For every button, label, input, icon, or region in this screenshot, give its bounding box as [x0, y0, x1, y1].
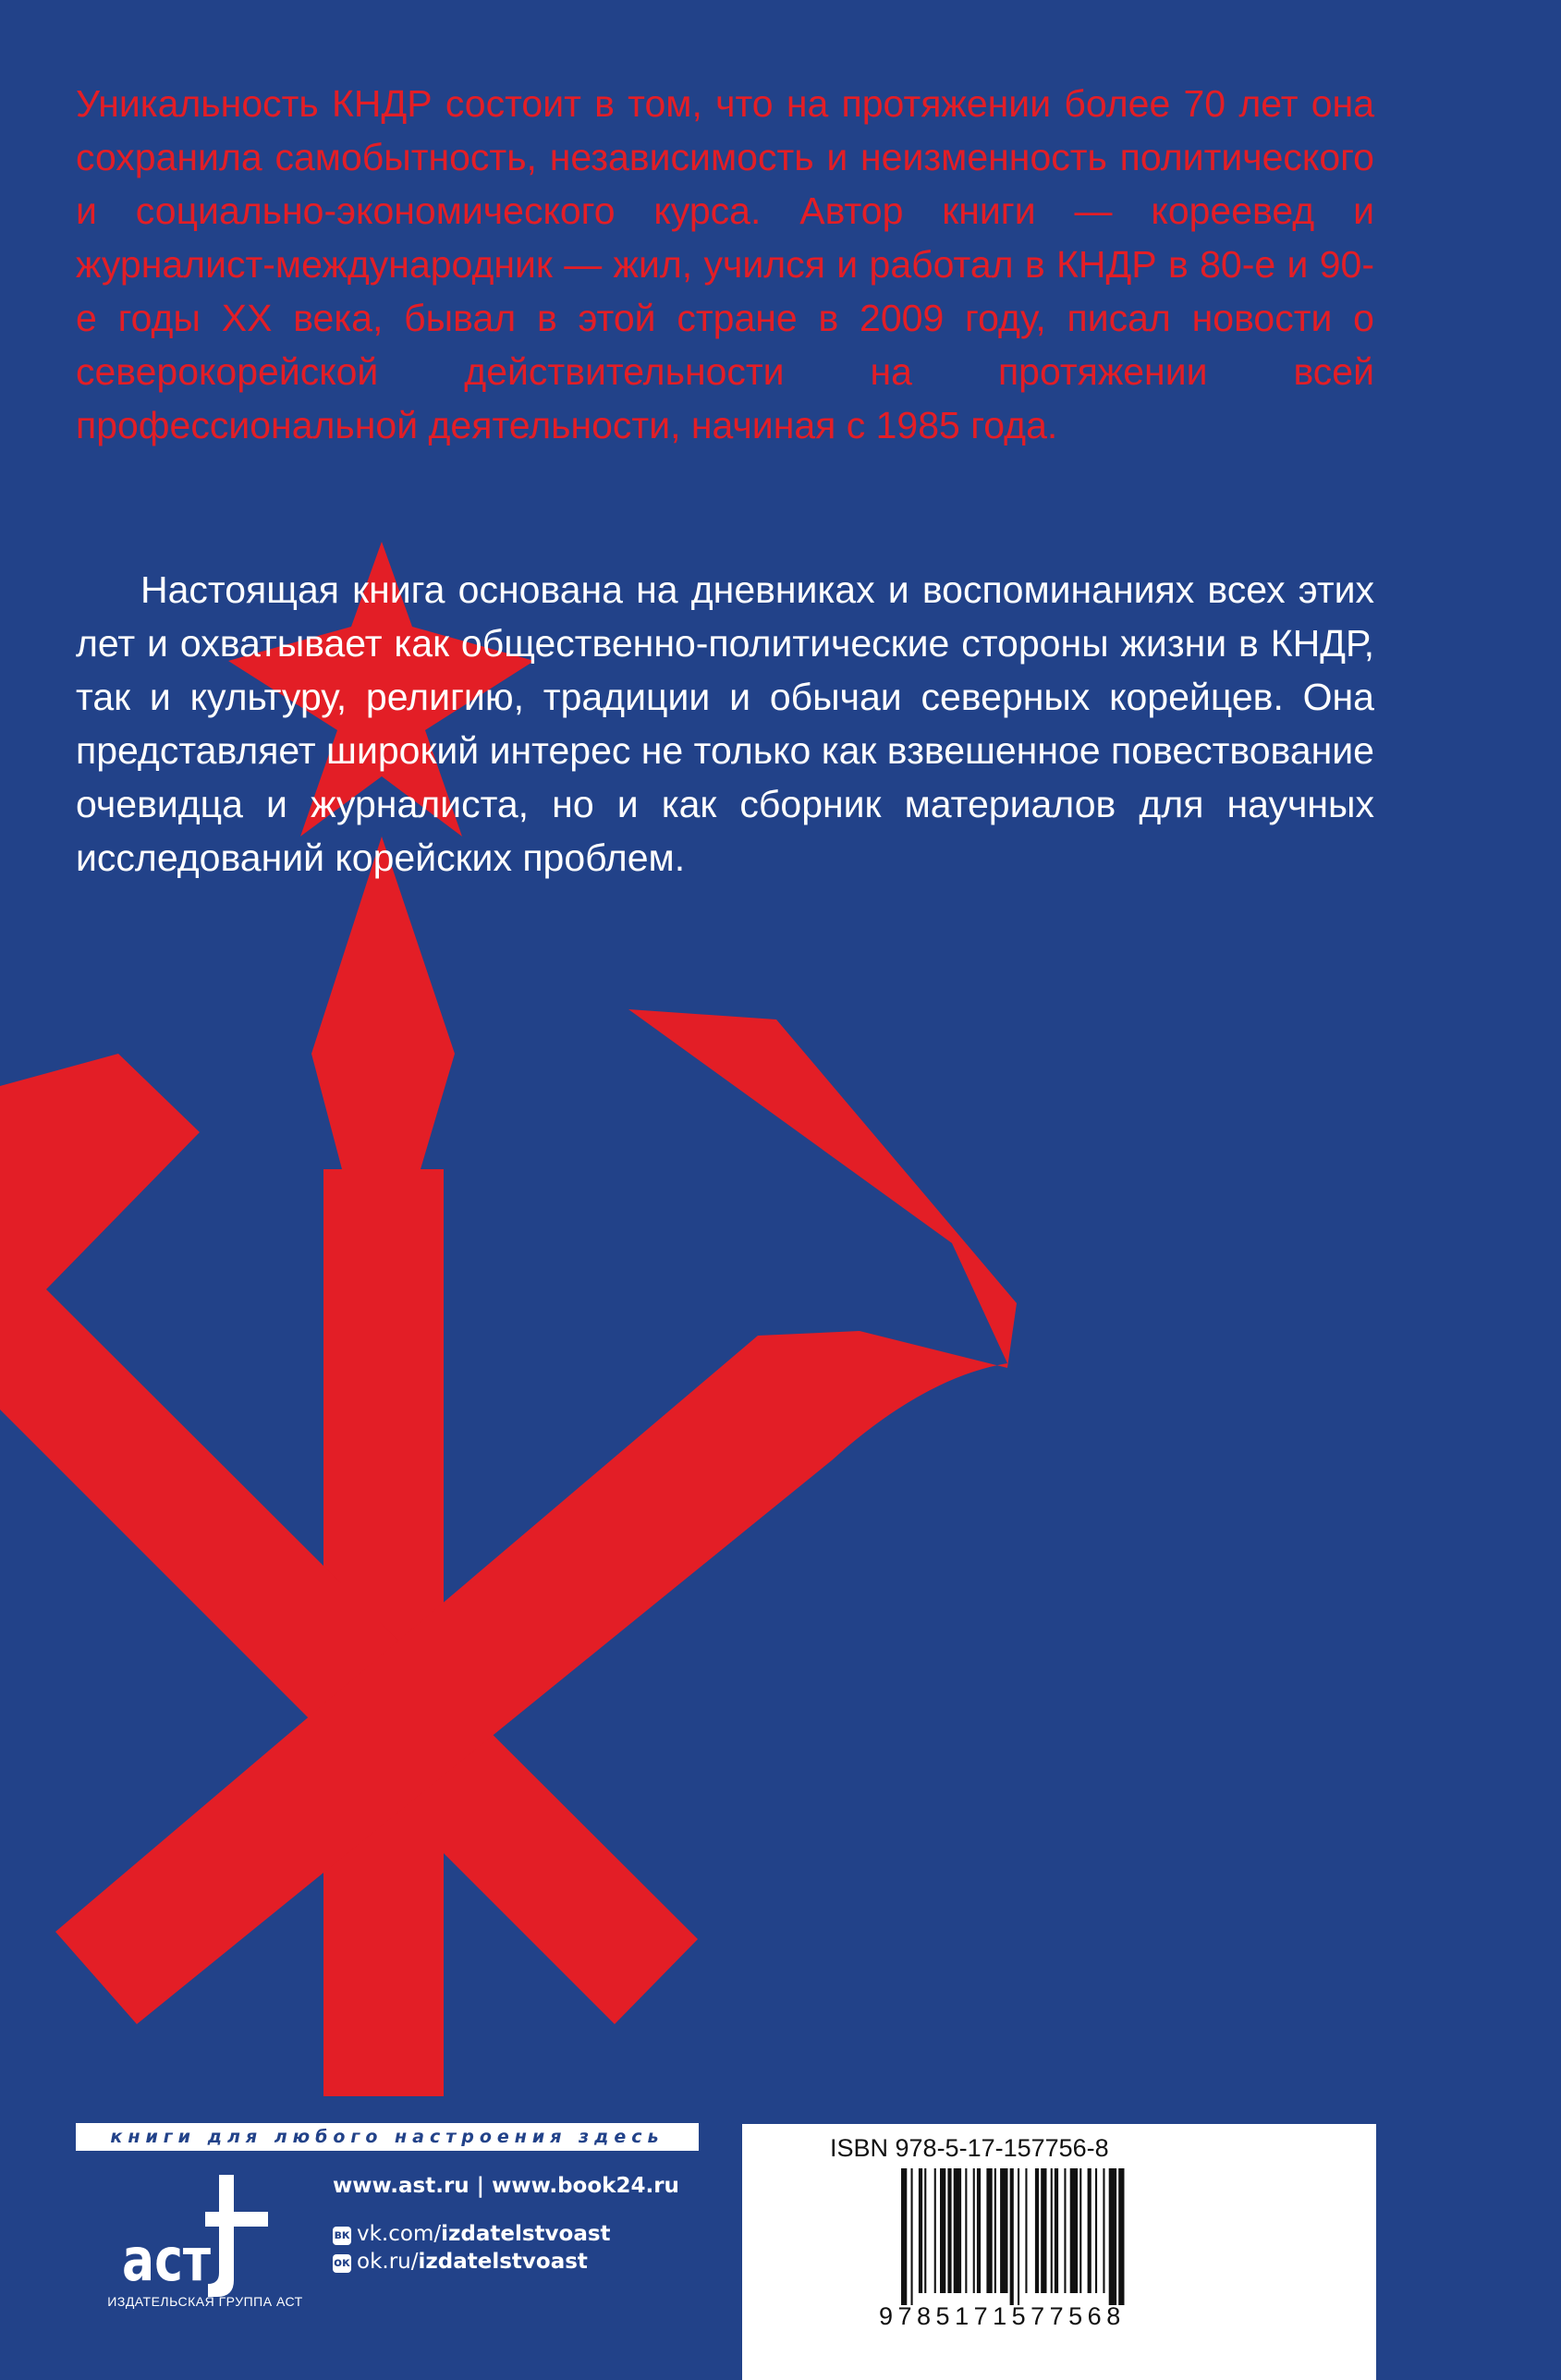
barcode-bar [901, 2168, 907, 2305]
barcode-bar [1103, 2168, 1104, 2293]
barcode-bar [911, 2168, 913, 2305]
barcode-bar [1041, 2168, 1046, 2293]
barcode-bar [934, 2168, 936, 2293]
barcode-bar [1000, 2168, 1007, 2293]
barcode-bar [1010, 2168, 1014, 2305]
barcode-bar [994, 2168, 996, 2293]
ast-logo-icon [120, 2167, 277, 2311]
vk-icon: вк [333, 2227, 351, 2245]
barcode-bar [973, 2168, 975, 2293]
ok-handle: izdatelstvoast [418, 2250, 588, 2274]
vk-link[interactable] [333, 2220, 679, 2248]
ast-logo-text: аст [122, 2227, 211, 2295]
barcode-bar [947, 2168, 951, 2293]
publisher-name: ИЗДАТЕЛЬСКАЯ ГРУППА АСТ [107, 2294, 303, 2309]
barcode-bar [1079, 2168, 1081, 2293]
barcode-bar [1109, 2168, 1116, 2305]
barcode-bar [1118, 2168, 1124, 2305]
ok-link[interactable] [333, 2248, 679, 2276]
barcode-bar [1070, 2168, 1078, 2293]
publisher-slogan-bar: книги для любого настроения здесь [76, 2123, 699, 2151]
barcode-bar [919, 2168, 922, 2293]
barcode-icon [901, 2168, 1213, 2305]
intro-paragraph: Уникальность КНДР состоит в том, что на протяжении более 70 лет она сохранила самобытность, независимость и неизменность политического и социально-экономического курса. Автор книги — кореевед и журналист-международник — жил, учился и работал в КНДР в 80-е и 90-е годы XX века, бывал в этой стране в 2009 году, писал новости о северокорейской действительности на протяжении всей профессиональной деятельности, начиная с 1985 года. [76, 82, 1374, 446]
barcode-bar [1025, 2168, 1027, 2293]
barcode-bar [977, 2168, 981, 2293]
isbn-label: ISBN 978-5-17-157756-8 [830, 2134, 1109, 2162]
barcode-digits: 9785171577568 [879, 2302, 1126, 2330]
brush-tip-shape [311, 836, 455, 1169]
barcode-bar [940, 2168, 945, 2293]
barcode-bar [1064, 2168, 1066, 2293]
vk-handle: izdatelstvoast [441, 2222, 611, 2246]
barcode-bar [986, 2168, 992, 2293]
barcode-bar [1018, 2168, 1019, 2305]
barcode-bar [1095, 2168, 1097, 2293]
publisher-links [333, 2172, 679, 2276]
barcode-bar [924, 2168, 926, 2293]
website-links[interactable]: www.ast.ru | www.book24.ru [333, 2174, 679, 2198]
barcode-bar [1088, 2168, 1091, 2293]
ok-prefix: ok.ru/ [357, 2250, 419, 2274]
vk-prefix: vk.com/ [357, 2222, 442, 2246]
isbn-barcode-panel [742, 2124, 1376, 2380]
barcode-bar [954, 2168, 961, 2293]
barcode-bar [1055, 2168, 1058, 2293]
description-paragraph: Настоящая книга основана на дневниках и воспоминаниях всех этих лет и охватывает как общественно-политические стороны жизни в КНДР, так и культуру, религию, традиции и обычаи северных корейцев. Она представляет широкий интерес не только как взвешенное повествование очевидца и журналиста, но и как сборник материалов для научных исследований корейских проблем. [76, 568, 1374, 879]
odnoklassniki-icon: ок [333, 2254, 351, 2273]
barcode-bar [965, 2168, 967, 2293]
barcode-bar [1035, 2168, 1039, 2293]
barcode-bar [1051, 2168, 1053, 2293]
